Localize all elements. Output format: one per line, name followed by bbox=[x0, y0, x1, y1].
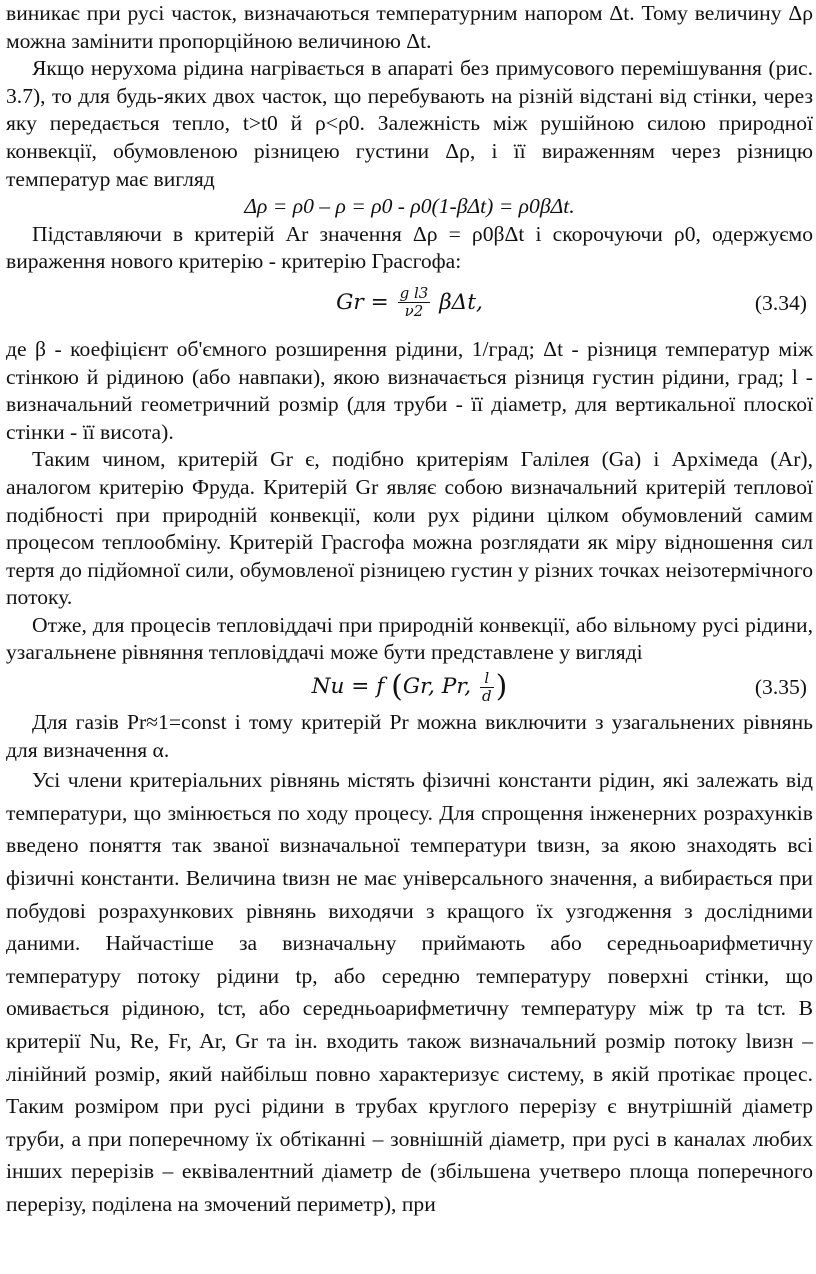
equation-density-text: Δρ = ρ0 – ρ = ρ0 - ρ0(1-βΔt) = ρ0βΔt. bbox=[244, 194, 575, 219]
equation-3-34-body: Gr = $\frac{\text{g l3}}{\nu 2}$ βΔt, bbox=[336, 284, 483, 321]
paragraph-3: Підставляючи в критерій Ar значення Δρ = ρ0βΔt і скорочуючи ρ0, одержуємо вираження нового критерію - критерію Грасгофа: bbox=[6, 221, 813, 274]
equation-3-34-lhs: Gr bbox=[336, 289, 364, 315]
equation-3-34-number: (3.34) bbox=[754, 290, 807, 315]
equation-3-34-rhs: βΔt, bbox=[439, 289, 483, 315]
equation-density-difference bbox=[6, 193, 813, 221]
equation-3-35-lhs: Nu = f bbox=[311, 674, 385, 700]
fraction-numerator: g l3 bbox=[399, 284, 429, 303]
equation-3-35 bbox=[6, 667, 813, 709]
paragraph-6: Отже, для процесів тепловіддачі при природній конвекції, або вільному русі рідини, узагальнене рівняння тепловіддачі може бути представлене у вигляді bbox=[6, 612, 813, 665]
paragraph-1: виникає при русі часток, визначаються температурним напором Δt. Тому величину Δρ можна замінити пропорційною величиною Δt. bbox=[6, 1, 813, 53]
fraction-numerator: l bbox=[480, 670, 494, 688]
fraction-denominator: ν2 bbox=[404, 302, 424, 321]
equation-3-35-fraction bbox=[480, 670, 494, 705]
paragraph-7: Для газів Pr≈1=const і тому критерій Pr можна виключити з узагальнених рівнянь для визначення α. bbox=[6, 710, 813, 762]
fraction-denominator: d bbox=[482, 686, 492, 705]
equation-3-35-body: Nu = f (Gr, Pr, $\frac{l}{d}$ ) bbox=[311, 668, 508, 705]
paragraph-5: Таким чином, критерій Gr є, подібно критеріям Галілея (Ga) і Архімеда (Ar), аналогом критерію Фруда. Критерій Gr являє собою визначальний критерій теплової подібності при природній конвекції, коли рух рідини цілком обумовлений самим процесом теплообміну. Критерій Грасгофа можна розглядати як міру відношення сил тертя до підйомної сили, обумовленої різницею густин у різних точках неізотермічного потоку. bbox=[6, 447, 813, 610]
equation-3-35-number: (3.35) bbox=[754, 675, 807, 700]
paragraph-2: Якщо нерухома рідина нагрівається в апараті без примусового перемішування (рис. 3.7), то для будь-яких двох часток, що перебувають на різній відстані від стінки, через яку передається тепло, t>t0 й ρ<ρ0. Залежність між рушійною силою природної конвекції, обумовленою різницею густини Δρ, і її вираженням через різницю температур має вигляд bbox=[6, 56, 813, 191]
paragraph-8: Усі члени критеріальних рівнянь містять фізичні константи рідин, які залежать від температури, що змінюється по ходу процесу. Для спрощення інженерних розрахунків введено поняття так званої визначальної температури tвизн, за якою знаходять всі фізичні константи. Величина tвизн не має універсального значення, а вибирається при побудові розрахункових рівнянь виходячи з кращого їх узгодження з дослідними даними. Найчастіше за визначальну приймають або середньоарифметичну температуру потоку рідини tр, або середню температуру поверхні стінки, що омивається рідиною, tст, або середньоарифметичну температуру між tр та tст. В критерії Nu, Re, Fr, Ar, Gr та ін. входить також визначальний розмір потоку lвизн – лінійний розмір, який найбільш повно характеризує систему, в якій протікає процес. Таким розміром при русі рідини в трубах круглого перерізу є внутрішній діаметр труби, а при поперечному їх обтіканні – зовнішній діаметр, при русі в каналах любих інших перерізів – еквівалентний діаметр de (збільшена учетверо площа поперечного перерізу, поділена на змочений периметр), при bbox=[6, 768, 813, 1216]
paragraph-4: де β - коефіцієнт об'ємного розширення рідини, 1/град; Δt - різниця температур між стінкою й рідиною (або навпаки), якою визначається різниця густин рідини, град; l - визначальний геометричний розмір (для труби - її діаметр, для вертикальної плоскої стінки - її висота). bbox=[6, 336, 813, 444]
equation-3-34 bbox=[6, 276, 813, 336]
equation-3-34-fraction bbox=[398, 285, 431, 320]
equation-3-35-args: Gr, Pr, bbox=[402, 674, 472, 700]
